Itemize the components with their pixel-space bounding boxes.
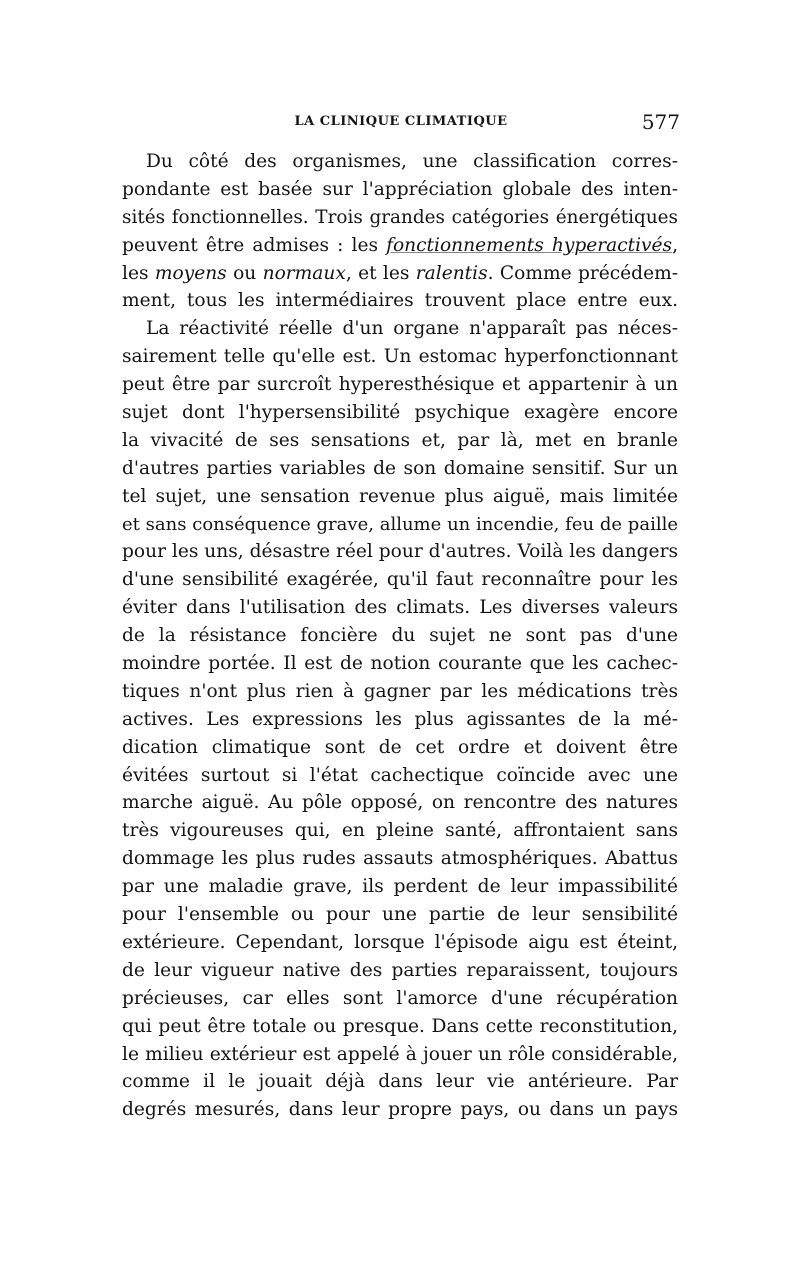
text-line: éviter dans l'utilisation des climats. Les diverses valeurs bbox=[122, 597, 678, 619]
text-line: précieuses, car elles sont l'amorce d'une récupération bbox=[122, 987, 678, 1009]
text-line: comme il le jouait déjà dans leur vie antérieure. Par bbox=[122, 1071, 678, 1093]
line-text: , et les bbox=[345, 262, 416, 284]
text-line bbox=[122, 232, 678, 260]
text-line: le milieu extérieur est appelé à jouer un rôle considérable, bbox=[122, 1043, 678, 1065]
text-line: tel sujet, une sensation revenue plus aiguë, mais limitée bbox=[122, 485, 678, 507]
text-line: par une maladie grave, ils perdent de leur impassibilité bbox=[122, 876, 678, 898]
italic-term: normaux bbox=[262, 262, 346, 284]
text-line bbox=[122, 260, 678, 288]
text-line: la vivacité de ses sensations et, par là, met en branle bbox=[122, 429, 678, 451]
text-line: actives. Les expressions les plus agissantes de la mé- bbox=[122, 708, 678, 730]
text-line: d'autres parties variables de son domaine sensitif. Sur un bbox=[122, 457, 678, 479]
line-text: , bbox=[672, 234, 679, 256]
running-title: LA CLINIQUE CLIMATIQUE bbox=[294, 114, 508, 129]
text-line: ment, tous les intermédiaires trouvent place entre eux. bbox=[122, 290, 678, 312]
body-text bbox=[122, 148, 678, 1124]
text-line: évitées surtout si l'état cachectique coïncide avec une bbox=[122, 764, 678, 786]
text-line: sujet dont l'hypersensibilité psychique exagère encore bbox=[122, 402, 678, 424]
text-line: et sans conséquence grave, allume un incendie, feu de paille bbox=[122, 513, 678, 535]
text-line: peut être par surcroît hyperesthésique et appartenir à un bbox=[122, 374, 678, 396]
text-line: de leur vigueur native des parties reparaissent, toujours bbox=[122, 959, 678, 981]
line-text: . Comme précédem- bbox=[487, 262, 678, 284]
page-number: 577 bbox=[641, 110, 680, 134]
text-line: dommage les plus rudes assauts atmosphériques. Abattus bbox=[122, 848, 678, 870]
italic-term: fonctionnements hyperactivés bbox=[386, 234, 673, 256]
line-text: les bbox=[122, 262, 155, 284]
text-line: extérieure. Cependant, lorsque l'épisode aigu est éteint, bbox=[122, 931, 678, 953]
text-line: moindre portée. Il est de notion courante que les cachec- bbox=[122, 653, 678, 675]
text-line: marche aiguë. Au pôle opposé, on rencontre des natures bbox=[122, 792, 678, 814]
italic-term: moyens bbox=[154, 262, 227, 284]
text-line: dication climatique sont de cet ordre et doivent être bbox=[122, 736, 678, 758]
italic-term: ralentis bbox=[415, 262, 488, 284]
text-line: pour l'ensemble ou pour une partie de leur sensibilité bbox=[122, 904, 678, 926]
line-text: ou bbox=[226, 262, 263, 284]
text-line: Du côté des organismes, une classification corres- bbox=[146, 151, 678, 172]
text-line: pondante est basée sur l'appréciation globale des inten- bbox=[122, 178, 678, 200]
text-line: sités fonctionnelles. Trois grandes catégories énergétiques bbox=[122, 206, 678, 228]
text-line: sairement telle qu'elle est. Un estomac hyperfonctionnant bbox=[122, 346, 678, 368]
text-line: tiques n'ont plus rien à gagner par les médications très bbox=[122, 680, 678, 702]
text-line: très vigoureuses qui, en pleine santé, affrontaient sans bbox=[122, 820, 678, 842]
text-line: La réactivité réelle d'un organe n'apparaît pas néces- bbox=[146, 318, 678, 340]
line-text: peuvent être admises : les bbox=[122, 234, 387, 256]
running-head bbox=[122, 112, 680, 138]
text-line: qui peut être totale ou presque. Dans cette reconstitution, bbox=[122, 1015, 678, 1037]
text-line: d'une sensibilité exagérée, qu'il faut reconnaître pour les bbox=[122, 569, 678, 591]
text-line: pour les uns, désastre réel pour d'autres. Voilà les dangers bbox=[122, 541, 678, 563]
text-line: degrés mesurés, dans leur propre pays, ou dans un pays bbox=[122, 1099, 678, 1121]
text-line: de la résistance foncière du sujet ne sont pas d'une bbox=[122, 625, 678, 647]
